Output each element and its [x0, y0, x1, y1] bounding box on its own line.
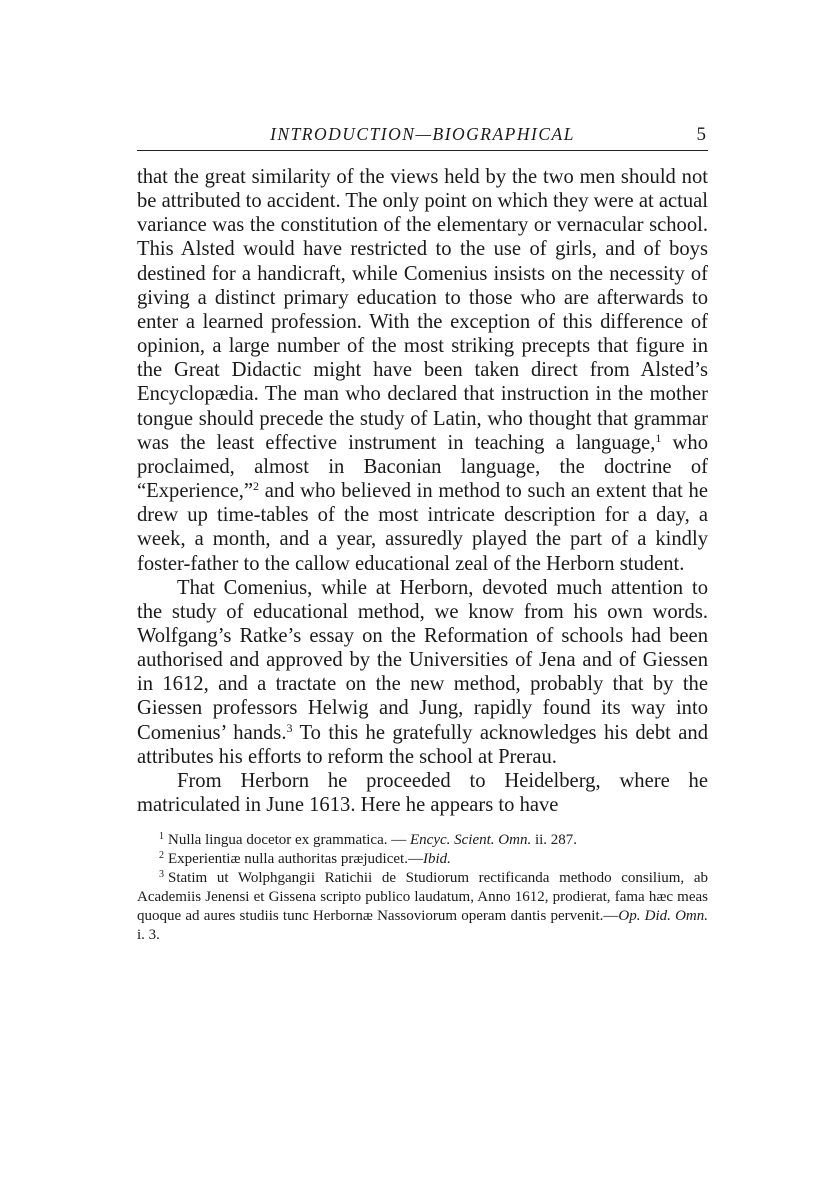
paragraph-1-part-c: and who believed in method to such an extent that he drew up time-tables of the most intricate description for a day, a week, a month, and a year, assuredly played the part of a kindly foster-father to the callow educational zeal of the Herborn student.	[137, 480, 708, 575]
footnote-1-marker: 1	[159, 831, 164, 843]
paragraph-2-part-a: That Comenius, while at Herborn, devoted much attention to the study of educational method, we know from his own words. Wolfgang’s Ratke’s essay on the Reformation of schools had been authorised and approved by the Universities of Jena and of Giessen in 1612, and a tractate on the new method, probably that by the Giessen professors Helwig and Jung, rapidly found its way into Comenius’ hands.	[137, 576, 708, 744]
footnote-3-marker: 3	[159, 869, 164, 881]
paragraph-1-part-b: who proclaimed, almost in Baconian language, the doctrine of “Experience,”	[137, 431, 708, 503]
footnote-2	[137, 850, 708, 869]
footnote-1-text: Nulla lingua docetor ex grammatica. —	[168, 832, 410, 849]
paragraph-1-part-a: that the great similarity of the views held by the two men should not be attributed to accident. The only point on which they were at actual variance was the constitution of the elementary or vernacular school. This Alsted would have restricted to the use of girls, and of boys destined for a handicraft, while Comenius insists on the necessity of giving a distinct primary education to those who are afterwards to enter a learned profession. With the exception of this difference of opinion, a large number of the most striking precepts that figure in the Great Didactic might have been taken direct from Alsted’s Encyclopædia. The man who declared that instruction in the mother tongue should precede the study of Latin, who thought that grammar was the least effective instrument in teaching a language,	[137, 166, 708, 454]
footnote-ref-3: 3	[286, 720, 293, 735]
footnote-3-text: Statim ut Wolphgangii Ratichii de Studiorum rectificanda methodo consilium, ab Academiis Jenensi et Gissena scripto publico laudatum, Anno 1612, prodierat, fama hæc meas quoque ad aures studiis tunc Herbornæ Nassoviorum operam dantis pervenit.—	[137, 870, 708, 925]
running-head: INTRODUCTION—BIOGRAPHICAL	[270, 124, 575, 144]
footnote-1	[137, 831, 708, 850]
footnote-ref-1: 1	[655, 430, 662, 445]
footnote-3-tail: i. 3.	[137, 927, 160, 944]
footnote-1-citation: Encyc. Scient. Omn.	[410, 832, 532, 849]
paragraph-1	[137, 165, 708, 576]
body-text	[137, 165, 708, 817]
footnotes	[137, 831, 708, 945]
footnote-2-text: Experientiæ nulla authoritas præjudicet.—	[168, 851, 423, 868]
page-number: 5	[696, 124, 706, 145]
paragraph-2	[137, 576, 708, 769]
footnote-2-marker: 2	[159, 850, 164, 862]
footnote-ref-2: 2	[253, 479, 260, 494]
footnote-2-citation: Ibid.	[422, 851, 451, 868]
paragraph-2-part-b: To this he gratefully acknowledges his debt and attributes his efforts to reform the school at Prerau.	[137, 721, 708, 768]
book-page	[137, 120, 708, 945]
footnote-1-tail: ii. 287.	[531, 832, 578, 849]
paragraph-3: From Herborn he proceeded to Heidelberg, where he matriculated in June 1613. Here he appears to have	[137, 769, 708, 817]
footnote-3-citation: Op. Did. Omn.	[618, 908, 709, 925]
footnote-3	[137, 869, 708, 945]
page-header	[137, 120, 708, 151]
